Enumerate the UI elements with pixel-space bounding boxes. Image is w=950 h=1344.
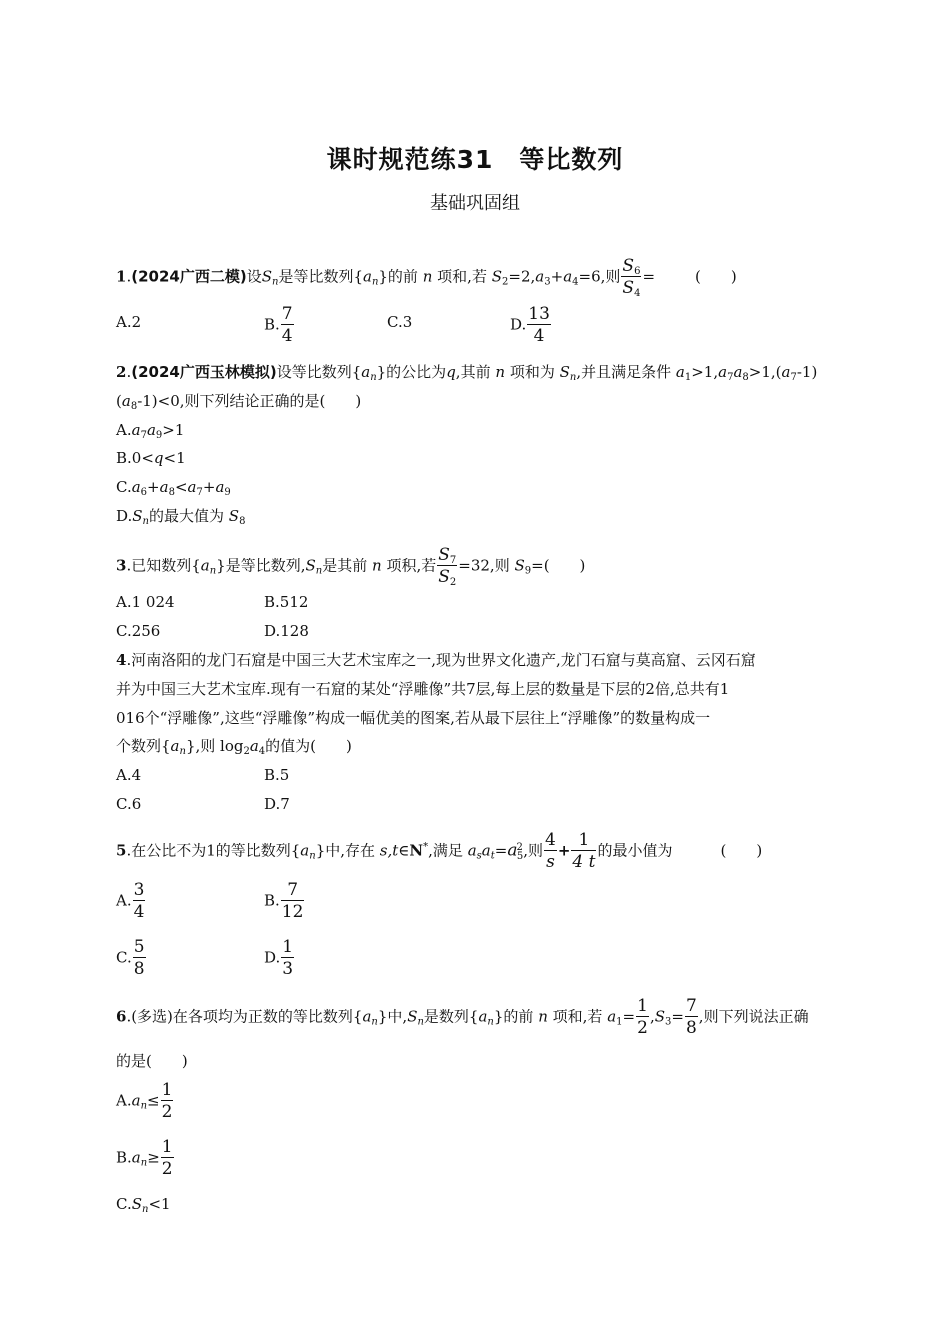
fraction-s6-s4: $\frac{S_6}{S_4}$ — [622, 256, 641, 299]
answer-paren: ( ) — [695, 267, 737, 286]
q2-option-c[interactable]: $C.a_6+a_8<a_7+a_9$ — [116, 478, 231, 498]
answer-paren: ( ) — [720, 841, 763, 860]
fraction-7-8: $\frac{7}{8}$ — [685, 996, 697, 1038]
q5-option-c[interactable]: C. $\frac{5}{8}$ — [116, 937, 145, 979]
q2-option-b[interactable]: B.0<q<1 — [116, 449, 186, 467]
fraction-4-over-s: $\frac{4}{s}$ — [545, 830, 556, 872]
q1-option-b[interactable]: B. $\frac{7}{4}$ — [264, 304, 293, 346]
question-number: 6 — [116, 1007, 127, 1026]
question-6-line-1: 6.(多选)在各项均为正数的等比数列$\{a_n\}$中$,S_n$是数列$\{a_n\}$的前 n 项和,若 $a_1=$ $\frac{1}{2}$ $,S_3=$ $\frac{7}{8}$ ,则下列说法正确 — [116, 996, 809, 1038]
question-source: (2024广西玉林模拟) — [131, 363, 277, 381]
q3-option-a[interactable]: A.1 024 — [116, 593, 175, 611]
page-title: 课时规范练31 等比数列 — [326, 145, 624, 174]
q6-option-b[interactable]: $B.a_n\ge$ $\frac{1}{2}$ — [116, 1137, 173, 1179]
question-4-line-1: 4.河南洛阳的龙门石窟是中国三大艺术宝库之一,现为世界文化遗产,龙门石窟与莫高窟、云冈石窟 — [116, 651, 756, 669]
q6-option-a[interactable]: $A.a_n\le$ $\frac{1}{2}$ — [116, 1080, 173, 1122]
q5-option-a[interactable]: A. $\frac{3}{4}$ — [116, 880, 145, 922]
q5-option-d[interactable]: D. $\frac{1}{3}$ — [264, 937, 294, 979]
q4-option-d[interactable]: D.7 — [264, 795, 290, 813]
question-4-line-2: 并为中国三大艺术宝库.现有一石窟的某处“浮雕像”共7层,每上层的数量是下层的2倍,总共有1 — [116, 680, 730, 698]
q1-option-c[interactable]: C.3 — [387, 313, 413, 331]
q5-option-b[interactable]: B. $\frac{7}{12}$ — [264, 880, 304, 922]
q4-option-b[interactable]: B.5 — [264, 766, 290, 784]
q6-option-c[interactable]: $C.S_n<1$ — [116, 1195, 171, 1215]
question-2-line-2: $(a_8-1)<0$,则下列结论正确的是( ) — [116, 392, 362, 412]
question-5: 5.在公比不为1的等比数列$\{a_n\}$中,存在 s,t∈N*,满足 $a_sa_t=a^2_5$,则 $\frac{4}{s}$ + $\frac{1}{4 t}$ 的最小值为 ( ) — [116, 830, 763, 872]
question-3: 3.已知数列$\{a_n\}$是等比数列$,S_n$是其前 n 项积,若 $\frac{S_7}{S_2}$ =32,则 $S_9=$( ) — [116, 545, 586, 588]
q2-option-a[interactable]: $A.a_7a_9>1$ — [116, 421, 185, 441]
section-subtitle: 基础巩固组 — [430, 193, 520, 214]
q4-option-a[interactable]: A.4 — [116, 766, 142, 784]
q1-option-a[interactable]: A.2 — [116, 313, 142, 331]
q3-option-d[interactable]: D.128 — [264, 622, 309, 640]
fraction-1-2: $\frac{1}{2}$ — [637, 996, 648, 1038]
q2-option-d[interactable]: $D.S_n$的最大值为 $S_8$ — [116, 507, 246, 527]
question-4-line-4: 个数列$\{a_n\}$,则 $\log_2a_4$的值为( ) — [116, 737, 352, 757]
question-number: 4 — [116, 651, 127, 669]
question-4-line-3: 016个“浮雕像”,这些“浮雕像”构成一幅优美的图案,若从最下层往上“浮雕像”的数量构成一 — [116, 709, 711, 727]
fraction-1-over-4t: $\frac{1}{4 t}$ — [572, 830, 596, 872]
question-number: 1 — [116, 267, 127, 286]
question-number: 3 — [116, 556, 127, 575]
question-number: 2 — [116, 363, 127, 381]
q1-option-d[interactable]: D. $\frac{13}{4}$ — [510, 304, 550, 346]
question-source: (2024广西二模) — [131, 267, 247, 286]
question-1: 1.(2024广西二模)设$S_n$是等比数列$\{a_n\}$的前 n 项和,若 $S_2=2,a_3+a_4=6$,则 $\frac{S_6}{S_4}$ = ( ) — [116, 256, 737, 299]
q4-option-c[interactable]: C.6 — [116, 795, 142, 813]
question-number: 5 — [116, 841, 127, 860]
question-6-line-2: 的是( ) — [116, 1052, 188, 1070]
q3-option-b[interactable]: B.512 — [264, 593, 309, 611]
fraction-s7-s2: $\frac{S_7}{S_2}$ — [438, 545, 457, 588]
question-2-line-1: 2.(2024广西玉林模拟)设等比数列$\{a_n\}$的公比为q,其前 n 项和为 $S_n$,并且满足条件 $a_1>1,a_7a_8>1,(a_7-1)$ — [116, 363, 818, 383]
q3-option-c[interactable]: C.256 — [116, 622, 161, 640]
